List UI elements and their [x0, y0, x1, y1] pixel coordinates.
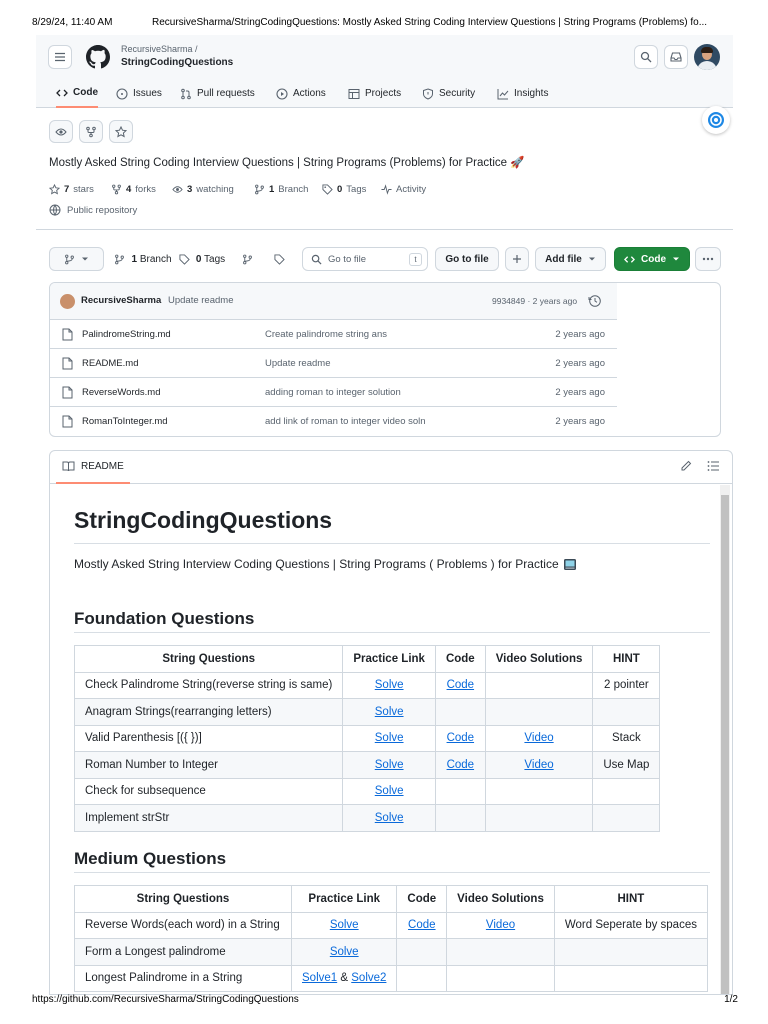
file-date: 2 years ago — [555, 387, 605, 398]
tab-pull-requests[interactable] — [180, 79, 255, 108]
tag-icon — [322, 184, 333, 195]
code-cell — [435, 672, 485, 699]
github-logo-icon[interactable] — [86, 45, 110, 69]
go-to-file-label: Go to file — [445, 253, 489, 265]
menu-button[interactable] — [48, 45, 72, 69]
copilot-icon — [706, 110, 726, 130]
file-commit-message[interactable]: Update readme — [265, 358, 331, 369]
go-to-file-placeholder: Go to file — [328, 253, 367, 265]
practice-cell — [292, 939, 397, 966]
medium-heading: Medium Questions — [74, 849, 227, 868]
file-name[interactable]: RomanToInteger.md — [82, 416, 168, 427]
rocket-icon: 🚀 — [510, 157, 525, 169]
branches-label: Branch — [139, 253, 172, 265]
tab-issues-label: Issues — [133, 88, 162, 99]
tab-projects[interactable] — [348, 79, 401, 108]
stars-link[interactable] — [49, 184, 94, 195]
video-cell — [485, 725, 593, 752]
pull-request-icon — [180, 88, 192, 100]
question-cell: Check Palindrome String(reverse string is same) — [75, 672, 343, 699]
forks-link[interactable] — [111, 184, 156, 195]
video-cell — [447, 965, 555, 992]
code-cell — [435, 778, 485, 805]
tags-label: Tags — [346, 184, 367, 195]
table-row — [75, 939, 708, 966]
tags-label-nav: Tags — [204, 253, 226, 265]
readme-intro-text: Mostly Asked String Interview Coding Questions | String Programs ( Problems ) for Practice — [74, 557, 559, 571]
file-date: 2 years ago — [555, 416, 605, 427]
branch-count: 1 — [269, 184, 275, 195]
file-list — [49, 282, 721, 437]
hamburger-icon — [54, 51, 66, 63]
heading-rule — [74, 543, 710, 544]
history-icon[interactable] — [588, 294, 602, 308]
file-navigation — [49, 247, 721, 271]
solve-link[interactable]: Solve — [329, 919, 359, 932]
print-page-number: 1/2 — [724, 994, 738, 1005]
practice-cell — [343, 725, 436, 752]
branches-count: 1 — [131, 253, 138, 265]
commit-author-avatar[interactable] — [60, 294, 75, 309]
readme-tab-label: README — [81, 461, 124, 472]
commit-message[interactable]: Update readme — [168, 295, 234, 306]
video-cell — [485, 752, 593, 779]
question-cell: Implement strStr — [75, 805, 343, 832]
readme-toolbar — [50, 451, 732, 484]
question-cell: Reverse Words(each word) in a String — [75, 912, 292, 939]
tab-insights[interactable] — [497, 79, 548, 108]
table-header: String Questions — [75, 646, 343, 673]
go-to-file-input[interactable] — [302, 247, 428, 271]
inbox-button[interactable] — [664, 45, 688, 69]
hint-cell: Word Seperate by spaces — [554, 912, 707, 939]
file-date: 2 years ago — [555, 358, 605, 369]
practice-cell — [292, 965, 397, 992]
latest-commit — [50, 283, 617, 320]
watching-label: watching — [196, 184, 234, 195]
solve-link[interactable]: Solve1 — [302, 972, 338, 985]
question-cell: Longest Palindrome in a String — [75, 965, 292, 992]
solve-link[interactable]: Solve — [374, 679, 404, 692]
code-cell — [435, 725, 485, 752]
tags-link[interactable] — [322, 184, 366, 195]
file-name[interactable]: ReverseWords.md — [82, 387, 161, 398]
solve-link-2[interactable]: Solve2 — [351, 972, 387, 985]
readme-title: StringCodingQuestions — [74, 507, 333, 533]
question-cell: Valid Parenthesis [({ })] — [75, 725, 343, 752]
file-date: 2 years ago — [555, 329, 605, 340]
table-header: Practice Link — [343, 646, 436, 673]
star-button[interactable] — [109, 120, 133, 143]
table-header: HINT — [593, 646, 660, 673]
file-name[interactable]: PalindromeString.md — [82, 329, 171, 340]
video-cell — [447, 939, 555, 966]
table-row — [75, 725, 660, 752]
table-header: Video Solutions — [485, 646, 593, 673]
activity-label: Activity — [396, 184, 427, 195]
solve-link[interactable]: Solve — [374, 811, 404, 824]
readme-tab[interactable] — [56, 451, 130, 484]
tab-projects-label: Projects — [365, 88, 402, 99]
print-datetime: 8/29/24, 11:40 AM — [32, 17, 113, 28]
table-header: Video Solutions — [447, 886, 555, 913]
user-avatar[interactable] — [694, 44, 720, 70]
tags-link-nav[interactable] — [177, 247, 227, 271]
practice-cell — [292, 912, 397, 939]
forks-label: forks — [135, 184, 156, 195]
readme-intro — [74, 557, 577, 571]
go-to-file-button[interactable] — [435, 247, 499, 271]
practice-cell — [343, 699, 436, 726]
scrollbar-thumb[interactable] — [721, 495, 729, 995]
practice-cell — [343, 778, 436, 805]
file-row[interactable] — [50, 407, 617, 436]
repo-owner-link[interactable]: RecursiveSharma / — [121, 44, 198, 54]
watch-button[interactable] — [49, 120, 73, 143]
copilot-button[interactable] — [702, 106, 730, 134]
fork-button[interactable] — [79, 120, 103, 143]
code-link[interactable]: Code — [446, 732, 475, 745]
watching-count: 3 — [187, 184, 193, 195]
hint-cell — [593, 805, 660, 832]
computer-emoji-icon — [563, 558, 577, 571]
code-cell — [435, 699, 485, 726]
repo-name-link[interactable]: StringCodingQuestions — [121, 57, 234, 68]
add-file-button[interactable] — [535, 247, 606, 271]
table-header-row — [75, 646, 660, 673]
video-cell — [485, 699, 593, 726]
star-icon — [115, 126, 127, 138]
question-cell: Roman Number to Integer — [75, 752, 343, 779]
hint-cell — [554, 965, 707, 992]
repo-description-text: Mostly Asked String Coding Interview Questions | String Programs (Problems) for Practice — [49, 157, 508, 169]
activity-link[interactable] — [381, 184, 426, 195]
table-header-row — [75, 886, 708, 913]
code-link[interactable]: Code — [446, 679, 475, 692]
branch-icon — [64, 254, 75, 265]
code-cell — [435, 752, 485, 779]
code-cell — [397, 912, 447, 939]
solve-link[interactable]: Solve — [329, 945, 359, 958]
file-row[interactable] — [50, 320, 617, 349]
graph-icon — [497, 88, 509, 100]
solve-link[interactable]: Solve — [374, 705, 404, 718]
add-button[interactable] — [505, 247, 529, 271]
table-header: String Questions — [75, 886, 292, 913]
file-icon — [62, 357, 73, 370]
hint-cell: 2 pointer — [593, 672, 660, 699]
divider — [36, 229, 733, 230]
stars-count: 7 — [64, 184, 70, 195]
tag-button-compact[interactable] — [269, 247, 289, 271]
tab-actions[interactable] — [276, 79, 326, 108]
pulse-icon — [381, 184, 392, 195]
file-commit-message[interactable]: add link of roman to integer video soln — [265, 416, 426, 427]
hint-cell — [593, 778, 660, 805]
eye-icon — [55, 126, 67, 138]
branch-icon — [242, 254, 253, 265]
fork-icon — [111, 184, 122, 195]
hint-cell: Use Map — [593, 752, 660, 779]
issue-icon — [116, 88, 128, 100]
file-icon — [62, 415, 73, 428]
video-link[interactable]: Video — [524, 758, 554, 771]
solve-link[interactable]: Solve — [374, 758, 404, 771]
table-row — [75, 699, 660, 726]
practice-cell — [343, 672, 436, 699]
table-header: Practice Link — [292, 886, 397, 913]
file-row[interactable] — [50, 378, 617, 407]
commit-hash-time[interactable]: 9934849 · 2 years ago — [492, 296, 578, 306]
tags-count-nav: 0 — [195, 253, 202, 265]
file-icon — [62, 386, 73, 399]
question-cell: Form a Longest palindrome — [75, 939, 292, 966]
video-cell — [485, 805, 593, 832]
tab-code[interactable] — [56, 79, 98, 108]
table-row — [75, 752, 660, 779]
foundation-table — [74, 645, 660, 832]
table-icon — [348, 88, 360, 100]
code-icon — [624, 254, 635, 265]
tab-actions-label: Actions — [293, 88, 326, 99]
repo-header — [36, 35, 733, 108]
tab-insights-label: Insights — [514, 88, 549, 99]
file-icon — [62, 328, 73, 341]
code-link[interactable]: Code — [408, 919, 436, 932]
play-icon — [276, 88, 288, 100]
code-cell — [435, 805, 485, 832]
foundation-heading: Foundation Questions — [74, 609, 255, 628]
star-icon — [49, 184, 60, 195]
readme-panel — [49, 450, 733, 995]
visibility — [49, 204, 137, 216]
heading-rule — [74, 632, 710, 633]
search-button[interactable] — [634, 45, 658, 69]
globe-icon — [49, 204, 61, 216]
search-icon — [311, 254, 322, 265]
tab-issues[interactable] — [116, 79, 162, 108]
medium-table — [74, 885, 708, 992]
commit-author[interactable]: RecursiveSharma — [81, 295, 162, 306]
table-header: HINT — [554, 886, 707, 913]
shortcut-key: t — [409, 253, 422, 266]
solve-link[interactable]: Solve — [374, 785, 404, 798]
tags-count: 0 — [337, 184, 343, 195]
caret-down-icon — [81, 255, 89, 263]
tab-security-label: Security — [439, 88, 476, 99]
table-row — [75, 672, 660, 699]
plus-icon — [512, 254, 522, 264]
question-cell: Anagram Strings(rearranging letters) — [75, 699, 343, 726]
eye-icon — [172, 184, 183, 195]
video-link[interactable]: Video — [524, 732, 554, 745]
table-row — [75, 805, 660, 832]
forks-count: 4 — [126, 184, 132, 195]
code-link[interactable]: Code — [446, 758, 475, 771]
practice-cell — [343, 752, 436, 779]
question-cell: Check for subsequence — [75, 778, 343, 805]
list-icon[interactable] — [707, 460, 720, 472]
file-commit-message[interactable]: Create palindrome string ans — [265, 329, 387, 340]
visibility-label: Public repository — [67, 204, 138, 216]
code-button[interactable] — [614, 247, 690, 271]
video-cell — [485, 778, 593, 805]
video-cell — [485, 672, 593, 699]
branch-label: Branch — [278, 184, 309, 195]
file-name[interactable]: README.md — [82, 358, 139, 369]
heading-rule — [74, 872, 710, 873]
link-separator: & — [340, 972, 349, 985]
code-icon — [56, 87, 68, 99]
video-link[interactable]: Video — [485, 919, 516, 932]
shield-icon — [422, 88, 434, 100]
code-cell — [397, 939, 447, 966]
hint-cell — [554, 939, 707, 966]
table-header: Code — [435, 646, 485, 673]
branch-icon — [114, 254, 125, 265]
tab-pull-requests-label: Pull requests — [197, 88, 255, 99]
video-cell — [447, 912, 555, 939]
solve-link[interactable]: Solve — [374, 732, 404, 745]
caret-down-icon — [588, 255, 596, 263]
book-icon — [62, 461, 75, 472]
caret-down-icon — [672, 255, 680, 263]
file-commit-message[interactable]: adding roman to integer solution — [265, 387, 401, 398]
branch-link[interactable] — [254, 184, 308, 195]
table-header: Code — [397, 886, 447, 913]
table-row — [75, 912, 708, 939]
file-row[interactable] — [50, 349, 617, 378]
practice-cell — [343, 805, 436, 832]
search-icon — [640, 51, 652, 63]
print-title: RecursiveSharma/StringCodingQuestions: Mostly Asked String Coding Interview Questions | String Programs (Problems) fo... — [152, 17, 708, 28]
hint-cell: Stack — [593, 725, 660, 752]
inbox-icon — [670, 51, 682, 63]
code-button-label: Code — [641, 253, 666, 265]
watching-link[interactable] — [172, 184, 234, 195]
table-row — [75, 778, 660, 805]
table-row — [75, 965, 708, 992]
tag-icon — [179, 254, 190, 265]
branch-icon — [254, 184, 265, 195]
tab-code-label: Code — [73, 87, 98, 98]
tag-icon — [274, 254, 285, 265]
scrollbar[interactable] — [720, 485, 730, 995]
pencil-icon[interactable] — [680, 460, 692, 472]
branches-link[interactable] — [113, 247, 173, 271]
tab-security[interactable] — [422, 79, 475, 108]
add-file-label: Add file — [545, 253, 582, 265]
branch-button-compact[interactable] — [237, 247, 257, 271]
kebab-horizontal-icon — [702, 257, 714, 261]
print-header — [32, 17, 738, 31]
fork-icon — [85, 126, 97, 138]
print-footer — [32, 994, 738, 1006]
more-options-button[interactable] — [695, 247, 721, 271]
print-url: https://github.com/RecursiveSharma/StringCodingQuestions — [32, 994, 299, 1005]
repo-description — [49, 155, 525, 169]
stars-label: stars — [73, 184, 94, 195]
branch-select[interactable] — [49, 247, 104, 271]
code-cell — [397, 965, 447, 992]
hint-cell — [593, 699, 660, 726]
